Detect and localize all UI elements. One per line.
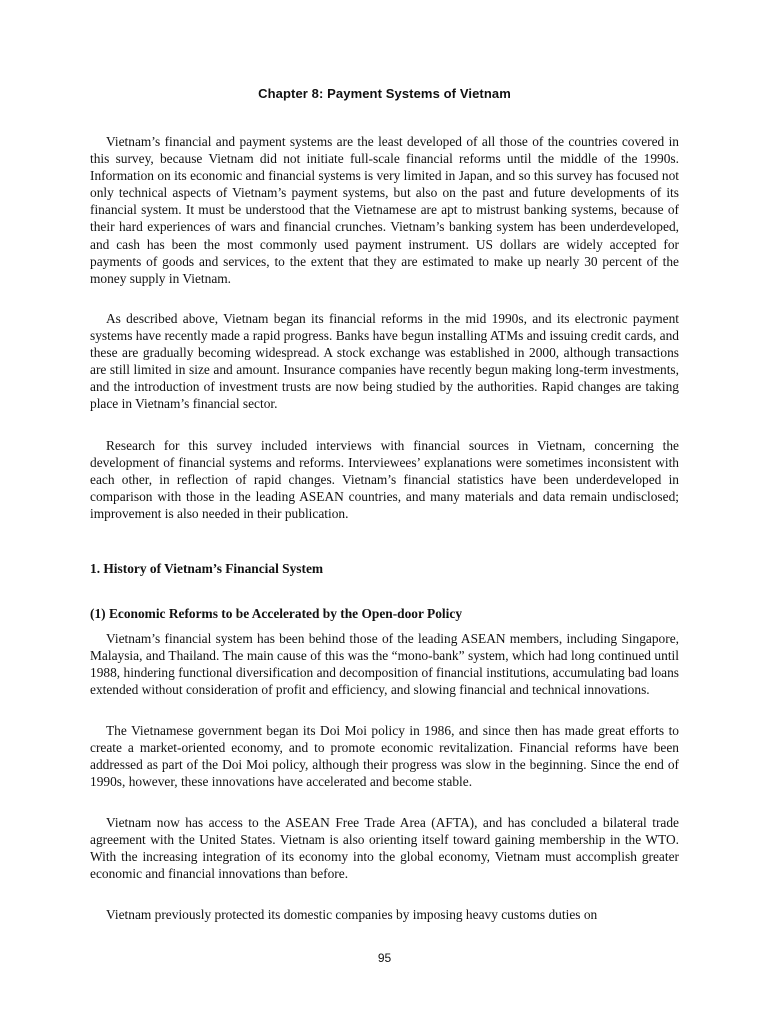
intro-paragraph-2: As described above, Vietnam began its financial reforms in the mid 1990s, and its electronic payment systems have recently made a rapid progress. Banks have begun installing ATMs and issuing credit cards, and these are gradually becoming widespread. A stock exchange was established in 2000, although transactions are still limited in size and amount. Insurance companies have recently begun making long-term investments, and the introduction of investment trusts are now being studied by the authorities. Rapid changes are taking place in Vietnam’s financial sector. [90,311,679,412]
page-number: 95 [377,951,392,965]
document-page [90,0,679,1024]
subsection-heading: (1) Economic Reforms to be Accelerated by the Open-door Policy [90,606,463,621]
section-paragraph-3: Vietnam now has access to the ASEAN Free Trade Area (AFTA), and has concluded a bilateral trade agreement with the United States. Vietnam is also orienting itself toward gaining membership in the WTO. With the increasing integration of its economy into the global economy, Vietnam must accomplish greater economic and financial innovations than before. [90,815,679,882]
section-paragraph-1: Vietnam’s financial system has been behind those of the leading ASEAN members, including Singapore, Malaysia, and Thailand. The main cause of this was the “mono-bank” system, which had long continued until 1988, hindering functional diversification and decomposition of financial institutions, accumulating bad loans extended without consideration of profit and efficiency, and slowing financial and technical innovations. [90,631,679,698]
intro-paragraph-3: Research for this survey included interviews with financial sources in Vietnam, concerning the development of financial systems and reforms. Interviewees’ explanations were sometimes inconsistent with each other, in reflection of rapid changes. Vietnam’s financial statistics have been underdeveloped in comparison with those in the leading ASEAN countries, and many materials and data remain undisclosed; improvement is also needed in their publication. [90,438,679,522]
section-paragraph-2: The Vietnamese government began its Doi Moi policy in 1986, and since then has made great efforts to create a market-oriented economy, and to promote economic revitalization. Financial reforms have been addressed as part of the Doi Moi policy, although their progress was slow in the beginning. Since the end of 1990s, however, these innovations have accelerated and become stable. [90,723,679,790]
intro-paragraph-1: Vietnam’s financial and payment systems are the least developed of all those of the countries covered in this survey, because Vietnam did not initiate full-scale financial reforms until the middle of the 1990s. Information on its economic and financial systems is very limited in Japan, and so this survey has focused not only technical aspects of Vietnam’s payment systems, but also on the past and future developments of its financial system. It must be understood that the Vietnamese are apt to mistrust banking systems, because of their hard experiences of wars and financial crunches. Vietnam’s banking system has been underdeveloped, and cash has been the most commonly used payment instrument. US dollars are widely accepted for payments of goods and services, to the extent that they are estimated to make up nearly 30 percent of the money supply in Vietnam. [90,134,679,286]
section-heading: 1. History of Vietnam’s Financial System [90,561,324,576]
chapter-title: Chapter 8: Payment Systems of Vietnam [258,86,511,101]
section-paragraph-4: Vietnam previously protected its domestic companies by imposing heavy customs duties on [106,907,598,922]
